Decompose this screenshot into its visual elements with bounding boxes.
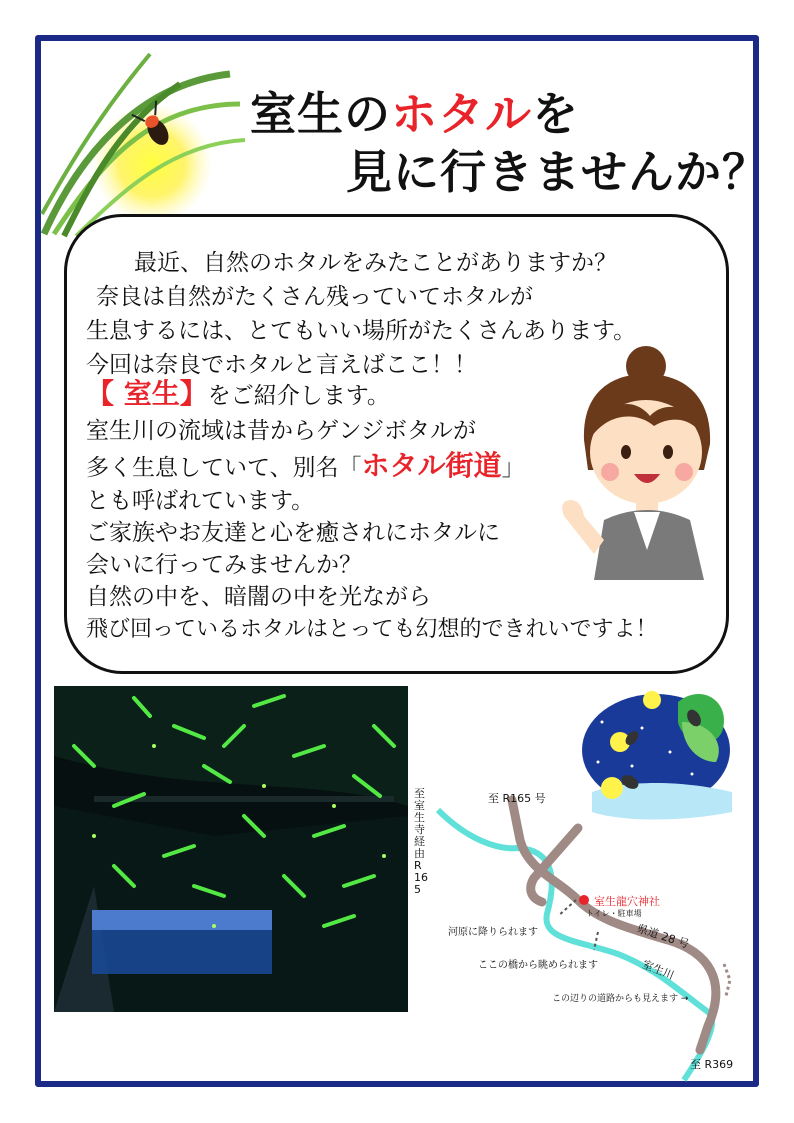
body-line: 最近、自然のホタルをみたことがありますか？ bbox=[134, 250, 617, 276]
firefly-grass-illustration bbox=[40, 44, 250, 239]
label-shrine: 室生龍穴神社 bbox=[594, 895, 660, 908]
body-line: とも呼ばれています。 bbox=[86, 488, 315, 514]
title-highlight: ホタル bbox=[391, 87, 532, 141]
body-text: 」 bbox=[501, 455, 525, 481]
page-title-line-2: 見に行きませんか？ bbox=[346, 145, 769, 199]
highlight-muro: 【 室生】 bbox=[86, 377, 208, 410]
label-prefectural-road: 県道 28 号 bbox=[635, 921, 691, 951]
body-line: 会いに行ってみませんか？ bbox=[86, 552, 362, 578]
body-line bbox=[86, 372, 390, 412]
label-bridge-view: ここの橋から眺められます bbox=[478, 960, 598, 971]
label-river: 室生川 bbox=[640, 957, 676, 983]
title-text: 室生の bbox=[250, 87, 391, 141]
label-shrine-facilities: トイレ・駐車場 bbox=[586, 909, 642, 918]
highlight-hotaru-kaido: ホタル街道 bbox=[361, 449, 502, 482]
body-line: 自然の中を、暗闇の中を光ながら bbox=[86, 584, 431, 610]
label-to-r369: 至 R369 bbox=[690, 1058, 734, 1071]
label-vertical-route: 至室生寺経由R165 bbox=[414, 787, 428, 896]
firefly-night-photo bbox=[54, 686, 408, 1012]
body-line: 奈良は自然がたくさん残っていてホタルが bbox=[96, 284, 533, 310]
body-line bbox=[86, 444, 525, 484]
body-line: ご家族やお友達と心を癒されにホタルに bbox=[86, 520, 500, 546]
page-title-line-1 bbox=[250, 78, 579, 144]
title-text: を bbox=[532, 87, 579, 141]
access-map bbox=[408, 780, 748, 1082]
body-line: 室生川の流域は昔からゲンジボタルが bbox=[86, 418, 476, 444]
label-riverbank: 河原に降りられます bbox=[448, 927, 538, 938]
body-line: 今回は奈良でホタルと言えばここ！！ bbox=[86, 352, 477, 378]
body-text: 多く生息していて、別名「 bbox=[86, 455, 362, 481]
body-line: 生息するには、とてもいい場所がたくさんあります。 bbox=[86, 318, 637, 344]
label-to-r165: 至 R165 号 bbox=[488, 792, 546, 805]
shrine-marker-icon bbox=[579, 895, 589, 905]
label-road-view: この辺りの道路からも見えます → bbox=[552, 994, 689, 1004]
guide-woman-illustration bbox=[554, 340, 724, 580]
body-line: 飛び回っているホタルはとっても幻想的できれいですよ！ bbox=[86, 617, 658, 642]
body-text: をご紹介します。 bbox=[207, 383, 390, 409]
